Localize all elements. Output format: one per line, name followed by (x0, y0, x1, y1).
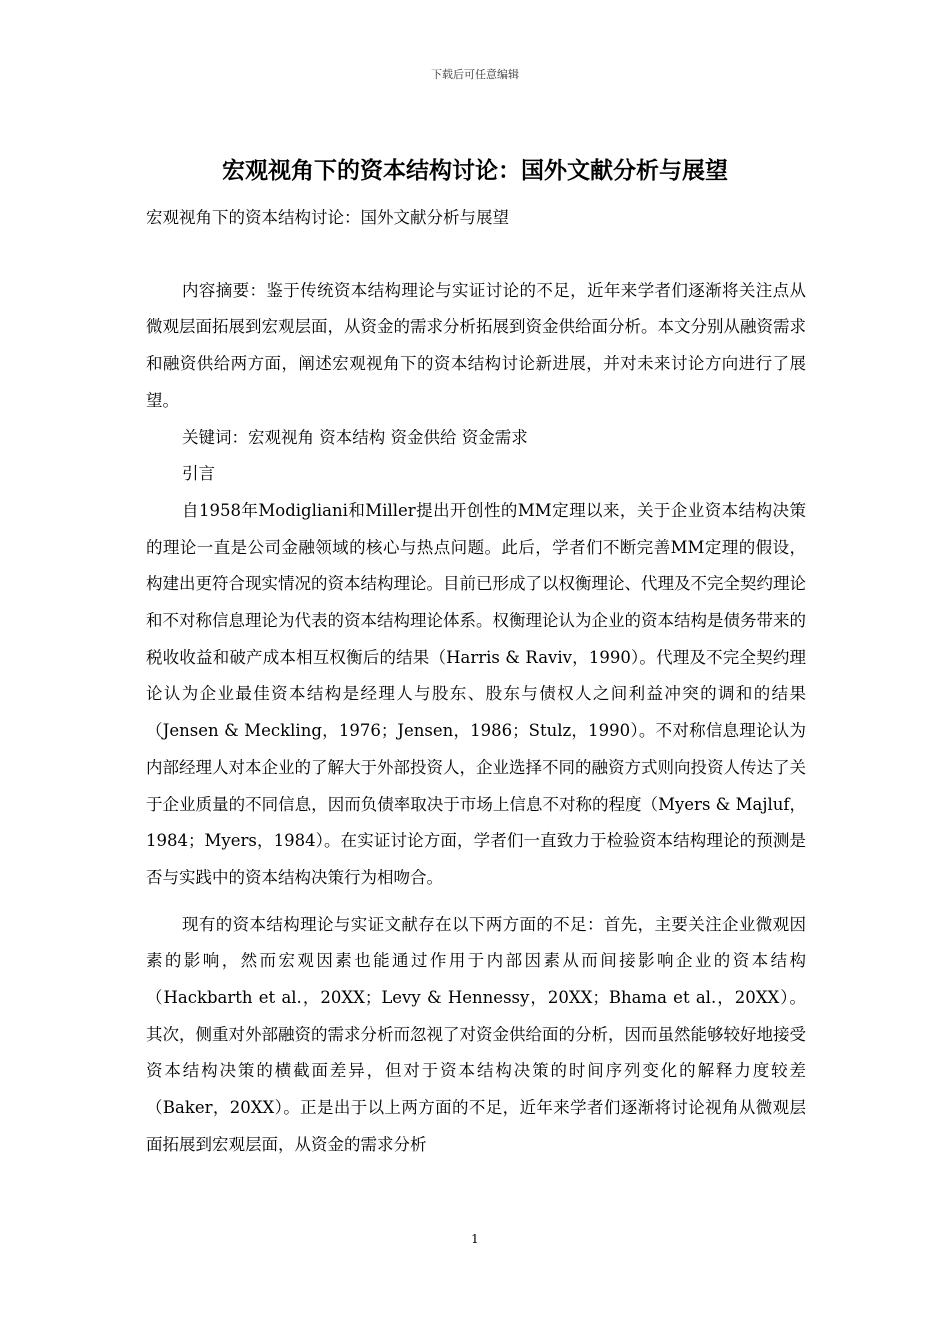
page-header: 下载后可任意编辑 (431, 68, 519, 81)
document-title: 宏观视角下的资本结构讨论：国外文献分析与展望 (222, 157, 728, 184)
abstract-paragraph: 内容摘要：鉴于传统资本结构理论与实证讨论的不足，近年来学者们逐渐将关注点从微观层面拓展到宏观层面，从资金的需求分析拓展到资金供给面分析。本文分别从融资需求和融资供给两方面，阐述宏观视角下的资本结构讨论新进展，并对未来讨论方向进行了展望。 (146, 280, 806, 410)
body-paragraph-1: 自1958年Modigliani和Miller提出开创性的MM定理以来，关于企业资本结构决策的理论一直是公司金融领域的核心与热点问题。此后，学者们不断完善MM定理的假设，构建出更符合现实情况的资本结构理论。目前已形成了以权衡理论、代理及不完全契约理论和不对称信息理论为代表的资本结构理论体系。权衡理论认为企业的资本结构是债务带来的税收收益和破产成本相互权衡后的结果（Harris & Raviv，1990）。代理及不完全契约理论认为企业最佳资本结构是经理人与股东、股东与债权人之间利益冲突的调和的结果（Jensen & Meckling，1976；Jensen，1986；Stulz，1990）。不对称信息理论认为内部经理人对本企业的了解大于外部投资人，企业选择不同的融资方式则向投资人传达了关于企业质量的不同信息，因而负债率取决于市场上信息不对称的程度（Myers & Majluf，1984；Myers，1984）。在实证讨论方面，学者们一直致力于检验资本结构理论的预测是否与实践中的资本结构决策行为相吻合。 (146, 500, 806, 887)
document-subtitle: 宏观视角下的资本结构讨论：国外文献分析与展望 (146, 208, 509, 227)
body-paragraph-2: 现有的资本结构理论与实证文献存在以下两方面的不足：首先，主要关注企业微观因素的影响，然而宏观因素也能通过作用于内部因素从而间接影响企业的资本结构（Hackbarth et al.，20XX；Levy & Hennessy，20XX；Bhama et al.，20XX）。其次，侧重对外部融资的需求分析而忽视了对资金供给面的分析，因而虽然能够较好地接受资本结构决策的横截面差异，但对于资本结构决策的时间序列变化的解释力度较差（Baker，20XX）。正是出于以上两方面的不足，近年来学者们逐渐将讨论视角从微观层面拓展到宏观层面，从资金的需求分析 (146, 914, 806, 1154)
section-heading-introduction: 引言 (182, 464, 215, 484)
keywords-line: 关键词：宏观视角 资本结构 资金供给 资金需求 (182, 427, 528, 447)
document-body (146, 200, 806, 1164)
page-number: 1 (471, 1232, 479, 1246)
